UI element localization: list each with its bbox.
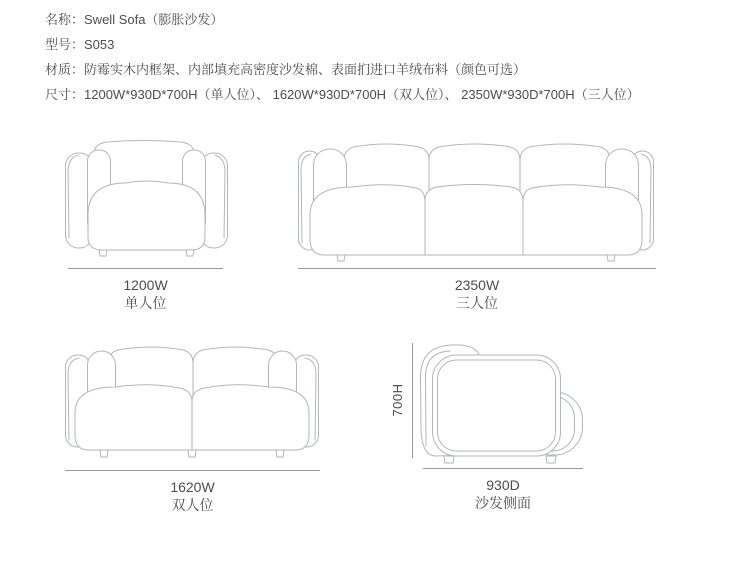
- product-specs: [45, 7, 640, 107]
- spec-row-material: [45, 57, 640, 82]
- spec-value: 1200W*930D*700H（单人位）、 1620W*930D*700H（双人位）、 2350W*930D*700H（三人位）: [84, 87, 640, 102]
- sofa-side-view-drawing: [418, 338, 588, 466]
- width-dimension-line: [298, 268, 656, 269]
- spec-value: S053: [84, 37, 115, 52]
- two-seat-sofa-drawing: [63, 340, 321, 462]
- height-dimension-value: 700H: [390, 383, 405, 417]
- height-dimension-line: [412, 343, 413, 458]
- dimension-value: 2350W: [454, 277, 500, 293]
- figure-caption: 双人位: [171, 497, 214, 513]
- single-sofa-drawing: [64, 138, 229, 258]
- three-seat-sofa-drawing: [296, 138, 656, 262]
- spec-value: Swell Sofa（膨胀沙发）: [84, 12, 224, 27]
- spec-label: 材质：: [45, 62, 85, 77]
- depth-dimension-line: [423, 468, 583, 469]
- spec-row-size: [45, 82, 640, 107]
- spec-label: 尺寸：: [45, 87, 85, 102]
- spec-row-name: [45, 7, 640, 32]
- dimension-value: 1620W: [170, 479, 215, 495]
- spec-row-model: [45, 32, 640, 57]
- dimension-value: 1200W: [123, 277, 168, 293]
- spec-label: 名称：: [45, 12, 85, 27]
- spec-value: 防霉实木内框架、内部填充高密度沙发棉、表面扪进口羊绒布料（颜色可选）: [84, 62, 527, 77]
- figure-caption: 单人位: [124, 295, 167, 311]
- dimension-value: 930D: [486, 477, 520, 493]
- width-dimension-line: [65, 470, 320, 471]
- figure-caption: 沙发侧面: [475, 495, 531, 511]
- width-dimension-line: [68, 268, 223, 269]
- figure-caption: 三人位: [456, 295, 498, 311]
- spec-label: 型号：: [45, 37, 85, 52]
